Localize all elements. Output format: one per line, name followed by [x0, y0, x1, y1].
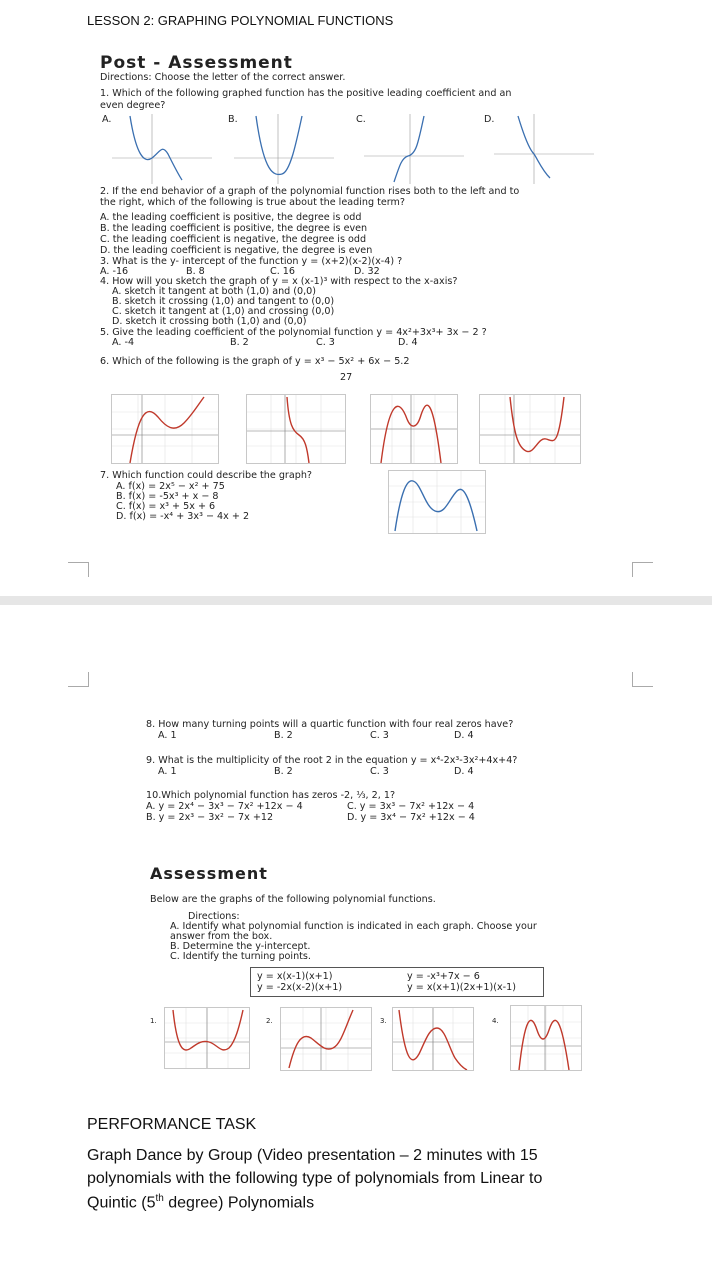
q1-text: 1. Which of the following graphed function has the positive leading coefficient and an	[100, 88, 512, 99]
q8-text: 8. How many turning points will a quartic function with four real zeros have?	[146, 719, 514, 730]
assessment-direction-c: C. Identify the turning points.	[170, 951, 311, 962]
q5-option-d: D. 4	[398, 337, 418, 348]
page-break	[0, 596, 712, 605]
q7-option-d: D. f(x) = -x⁴ + 3x³ − 4x + 2	[116, 511, 250, 522]
q6-text: 6. Which of the following is the graph of y = x³ − 5x² + 6x − 5.2	[100, 356, 410, 367]
function-choices-box	[250, 967, 544, 997]
assessment-title: Assessment	[150, 864, 268, 883]
superscript-th: th	[155, 1193, 164, 1204]
q5-options	[112, 337, 632, 349]
performance-task-title: PERFORMANCE TASK	[87, 1116, 257, 1133]
assessment-graph-3	[392, 1007, 474, 1071]
corner-mark	[632, 562, 653, 577]
graph-label-3: 3.	[380, 1017, 387, 1025]
assessment-intro: Below are the graphs of the following polynomial functions.	[150, 894, 436, 905]
box-function-3: y = -x³+7x − 6	[407, 971, 480, 982]
box-function-1: y = x(x-1)(x+1)	[257, 971, 333, 982]
q8-option-c: C. 3	[370, 730, 389, 741]
q3-option-d: D. 32	[354, 266, 380, 277]
q7-option-c: C. f(x) = x³ + 5x + 6	[116, 501, 216, 512]
q5-option-a: A. -4	[112, 337, 135, 348]
assessment-directions-label: Directions:	[188, 911, 240, 922]
q1-graph-d	[494, 114, 594, 184]
graph-label-4: 4.	[492, 1017, 499, 1025]
q9-options	[158, 766, 598, 778]
q8-option-b: B. 2	[274, 730, 293, 741]
q6-graph-c	[370, 394, 458, 464]
performance-task-line-3-end: degree) Polynomials	[163, 1194, 315, 1212]
corner-mark	[68, 562, 89, 577]
q1-label-c: C.	[356, 114, 366, 125]
performance-task-line-2: polynomials with the following type of polynomials from Linear to	[87, 1170, 543, 1187]
assessment-direction-a-cont: answer from the box.	[170, 931, 273, 942]
q5-text: 5. Give the leading coefficient of the polynomial function y = 4x²+3x³+ 3x − 2 ?	[100, 327, 487, 338]
corner-mark	[68, 672, 89, 687]
assessment-graph-2	[280, 1007, 372, 1071]
directions-text: Directions: Choose the letter of the correct answer.	[100, 72, 346, 83]
q6-graph-b	[246, 394, 346, 464]
q9-option-b: B. 2	[274, 766, 293, 777]
page-number: 27	[340, 372, 353, 383]
post-assessment-title: Post - Assessment	[100, 53, 293, 73]
q10-option-d: D. y = 3x⁴ − 7x² +12x − 4	[347, 812, 475, 823]
q4-text: 4. How will you sketch the graph of y = x (x-1)³ with respect to the x-axis?	[100, 276, 458, 287]
q1-graph-c	[364, 114, 464, 184]
performance-task-line-3	[87, 1193, 314, 1212]
q7-graph	[388, 470, 486, 534]
q9-option-c: C. 3	[370, 766, 389, 777]
box-function-2: y = -2x(x-2)(x+1)	[257, 982, 343, 993]
q3-option-a: A. -16	[100, 266, 129, 277]
q2-text-cont: the right, which of the following is true about the leading term?	[100, 197, 405, 208]
q9-text: 9. What is the multiplicity of the root 2 in the equation y = x⁴-2x³-3x²+4x+4?	[146, 755, 518, 766]
q4-option-c: C. sketch it tangent at (1,0) and crossing (0,0)	[112, 306, 335, 317]
q6-graph-d	[479, 394, 581, 464]
q2-text: 2. If the end behavior of a graph of the polynomial function rises both to the left and to	[100, 186, 520, 197]
q7-option-b: B. f(x) = -5x³ + x − 8	[116, 491, 219, 502]
q8-option-d: D. 4	[454, 730, 474, 741]
q2-option-b: B. the leading coefficient is positive, the degree is even	[100, 223, 368, 234]
q10-text: 10.Which polynomial function has zeros -2, ⅓, 2, 1?	[146, 790, 396, 801]
q6-graph-a	[111, 394, 219, 464]
q4-option-d: D. sketch it crossing both (1,0) and (0,0)	[112, 316, 307, 327]
assessment-graph-4	[510, 1005, 582, 1071]
q2-option-c: C. the leading coefficient is negative, the degree is odd	[100, 234, 367, 245]
q7-text: 7. Which function could describe the graph?	[100, 470, 312, 481]
performance-task-line-1: Graph Dance by Group (Video presentation – 2 minutes with 15	[87, 1147, 538, 1164]
q10-option-c: C. y = 3x³ − 7x² +12x − 4	[347, 801, 475, 812]
q3-option-b: B. 8	[186, 266, 205, 277]
q1-graph-a	[112, 114, 212, 184]
q9-option-a: A. 1	[158, 766, 177, 777]
q4-option-b: B. sketch it crossing (1,0) and tangent to (0,0)	[112, 296, 335, 307]
q3-text: 3. What is the y- intercept of the function y = (x+2)(x-2)(x-4) ?	[100, 256, 403, 267]
graph-label-1: 1.	[150, 1017, 157, 1025]
q8-option-a: A. 1	[158, 730, 177, 741]
assessment-direction-b: B. Determine the y-intercept.	[170, 941, 311, 952]
q2-option-a: A. the leading coefficient is positive, the degree is odd	[100, 212, 362, 223]
q4-option-a: A. sketch it tangent at both (1,0) and (0,0)	[112, 286, 317, 297]
q9-option-d: D. 4	[454, 766, 474, 777]
assessment-direction-a: A. Identify what polynomial function is indicated in each graph. Choose your	[170, 921, 537, 932]
performance-task-line-3-text: Quintic (5	[87, 1194, 156, 1212]
box-function-4: y = x(x+1)(2x+1)(x-1)	[407, 982, 516, 993]
q10-option-b: B. y = 2x³ − 3x² − 7x +12	[146, 812, 274, 823]
q1-text-cont: even degree?	[100, 100, 166, 111]
q10-option-a: A. y = 2x⁴ − 3x³ − 7x² +12x − 4	[146, 801, 303, 812]
q8-options	[158, 730, 598, 742]
graph-label-2: 2.	[266, 1017, 273, 1025]
q5-option-c: C. 3	[316, 337, 335, 348]
q1-graph-b	[234, 114, 334, 184]
q7-option-a: A. f(x) = 2x⁵ − x² + 75	[116, 481, 225, 492]
lesson-header: LESSON 2: GRAPHING POLYNOMIAL FUNCTIONS	[87, 13, 394, 28]
q5-option-b: B. 2	[230, 337, 249, 348]
q1-label-d: D.	[484, 114, 495, 125]
q3-option-c: C. 16	[270, 266, 296, 277]
q1-label-a: A.	[102, 114, 112, 125]
corner-mark	[632, 672, 653, 687]
q2-option-d: D. the leading coefficient is negative, the degree is even	[100, 245, 373, 256]
q1-label-b: B.	[228, 114, 238, 125]
assessment-graph-1	[164, 1007, 250, 1069]
